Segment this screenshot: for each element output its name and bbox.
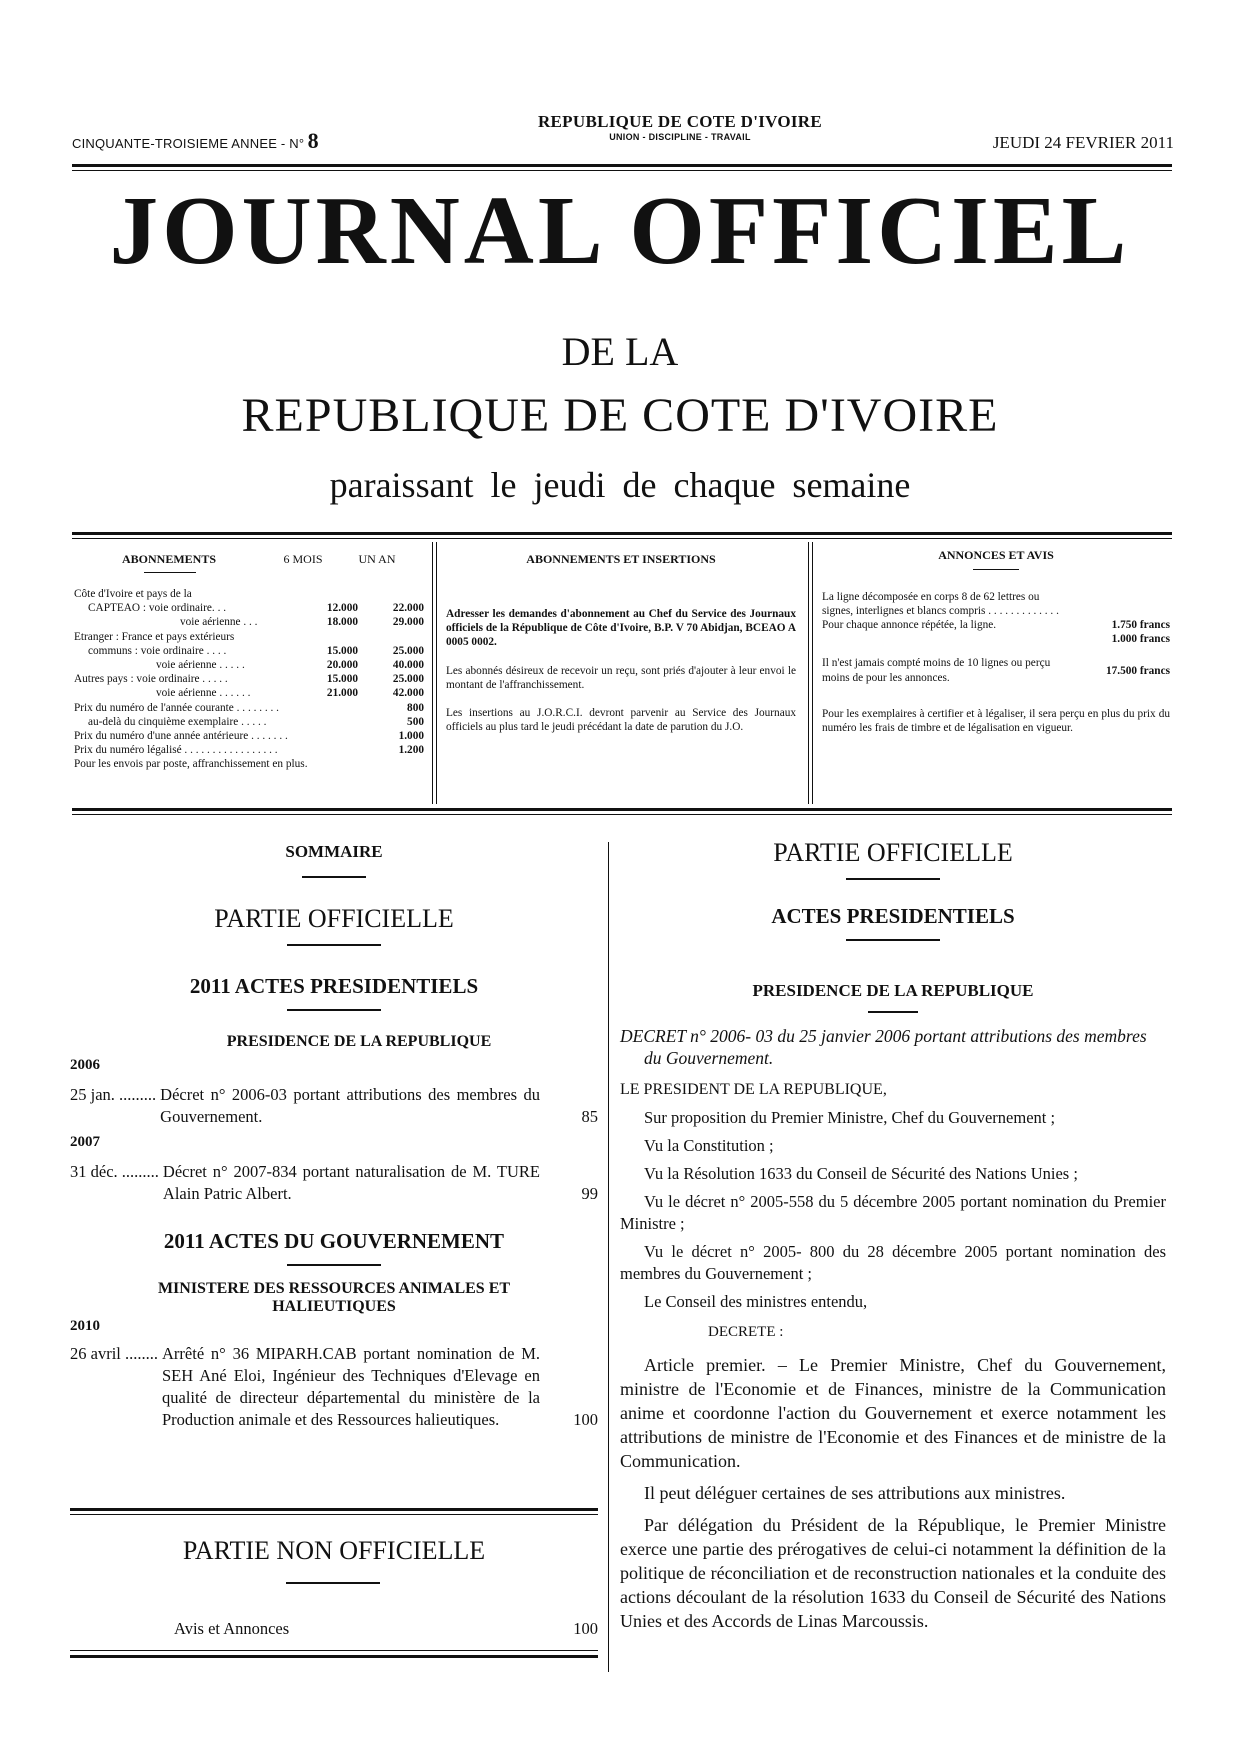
subscriptions-column xyxy=(74,552,424,772)
issue-date: JEUDI 24 FEVRIER 2011 xyxy=(992,133,1174,152)
annonces-minimum: Il n'est jamais compté moins de 10 lignes ou perçu moins de pour les annonces. xyxy=(822,657,1051,684)
header-rule-thin xyxy=(72,170,1172,171)
annonces-heading: ANNONCES ET AVIS xyxy=(938,548,1054,562)
journal-subtitle-republic: REPUBLIQUE DE COTE D'IVOIRE xyxy=(241,389,999,442)
header-motto: UNION - DISCIPLINE - TRAVAIL xyxy=(609,132,751,142)
visa-6: Le Conseil des ministres entendu, xyxy=(644,1292,868,1311)
annonces-price-1: 1.750 francs xyxy=(1111,619,1170,631)
box-divider-1b xyxy=(436,542,437,804)
visa-2: Vu la Constitution ; xyxy=(644,1136,774,1155)
sub-row: communs : voie ordinaire . . . . 15.000 25.000 xyxy=(88,644,424,657)
toc-page: 85 xyxy=(581,1107,598,1126)
toc-page: 100 xyxy=(573,1410,598,1429)
annonces-line-rate: La ligne décomposée en corps 8 de 62 lettres ou signes, interlignes et blancs compris . . . . . . . . . . . . . xyxy=(822,591,1059,618)
insertions-address: Adresser les demandes d'abonnement au Chef du Service des Journaux officiels de la République de Côte d'Ivoire, B.P. V 70 Abidjan, BCEAO A 0005 0002. xyxy=(446,608,796,649)
sommaire-rule-thick xyxy=(70,1508,598,1511)
insertions-heading: ABONNEMENTS ET INSERTIONS xyxy=(526,552,716,566)
col-1an: UN AN xyxy=(358,552,396,566)
sub-ministere: MINISTERE DES RESSOURCES ANIMALES ET HALIEUTIQUES xyxy=(157,1280,511,1315)
column-divider xyxy=(608,842,609,1672)
sub-presidence: PRESIDENCE DE LA REPUBLIQUE xyxy=(226,1033,492,1050)
non-officielle-underline xyxy=(286,1582,380,1584)
col-6mois: 6 MOIS xyxy=(283,552,323,566)
toc-page: 100 xyxy=(573,1619,598,1638)
official-column xyxy=(620,838,1166,1633)
annonces-price-3: 17.500 francs xyxy=(1105,665,1170,678)
subscriptions-footer: Pour les envois par poste, affranchissement en plus. xyxy=(74,758,308,771)
visa-4: Vu le décret n° 2005-558 du 5 décembre 2005 portant nomination du Premier Ministre ; xyxy=(620,1192,1166,1233)
annonces-price-2: 1.000 francs xyxy=(1111,633,1170,646)
official-presidence: PRESIDENCE DE LA REPUBLIQUE xyxy=(752,981,1034,1000)
decrete: DECRETE : xyxy=(708,1324,784,1340)
journal-title: JOURNAL OFFICIEL xyxy=(109,177,1131,284)
sommaire-rule-thin xyxy=(70,1514,598,1515)
subscriptions-underline xyxy=(144,572,196,573)
sommaire-heading: SOMMAIRE xyxy=(285,842,383,861)
annonces-column xyxy=(822,548,1170,735)
journal-frequency: paraissant le jeudi de chaque semaine xyxy=(329,465,911,505)
year-2010: 2010 xyxy=(70,1318,100,1334)
official-partie: PARTIE OFFICIELLE xyxy=(773,838,1013,867)
sommaire-end-rule-thick xyxy=(70,1655,598,1658)
le-president: LE PRESIDENT DE LA REPUBLIQUE, xyxy=(620,1081,887,1098)
official-actes: ACTES PRESIDENTIELS xyxy=(771,904,1015,928)
insertions-deadline: Les insertions au J.O.R.C.I. devront parvenir au Service des Journaux officiels au plus tard le jeudi précédant la date de parution du J.O. xyxy=(446,707,796,734)
official-underline xyxy=(846,878,940,880)
official-presidence-underline xyxy=(868,1011,918,1013)
official-actes-underline xyxy=(846,939,940,941)
issue-number: 8 xyxy=(307,128,319,153)
partie-underline xyxy=(287,944,381,946)
sub-row: voie aérienne . . . . . 20.000 40.000 xyxy=(156,659,424,672)
box-rule-bottom-thin xyxy=(72,814,1172,815)
article-premier: Article premier. – Le Premier Ministre, Chef du Gouvernement, ministre de l'Economie et de Finances, ministre de la Communication anime et coordonne l'action du Gouvernement et exerce notamment les attributions de ministre de l'Economie et des Finances et de ministre de la Communication. xyxy=(620,1355,1166,1471)
box-divider-1a xyxy=(432,542,433,804)
year-2007: 2007 xyxy=(70,1134,100,1150)
toc-entry-decret-2006-03[interactable]: 25 jan. ......... Décret n° 2006-03 portant attributions des membres du Gouvernement. 85 xyxy=(70,1085,598,1126)
box-rule-top-thin xyxy=(72,538,1172,539)
visa-5: Vu le décret n° 2005- 800 du 28 décembre 2005 portant nomination des membres du Gouvernement ; xyxy=(620,1242,1166,1283)
toc-page: 99 xyxy=(581,1184,598,1203)
toc-entry-arrete-36[interactable]: 26 avril ........ Arrêté n° 36 MIPARH.CAB portant nomination de M. SEH Ané Eloi, Ingénieur des Techniques d'Elevage en qualité de directeur départemental du ministère de la Production animale et des Ressources halieutiques. 100 xyxy=(70,1344,598,1429)
year-2006: 2006 xyxy=(70,1057,100,1073)
header-rule-thick xyxy=(72,164,1172,167)
section-actes-gouvernement: 2011 ACTES DU GOUVERNEMENT xyxy=(163,1229,505,1253)
sub-row: Etranger : France et pays extérieurs xyxy=(74,630,235,643)
box-rule-top-thick xyxy=(72,532,1172,535)
sub-row: Prix du numéro d'une année antérieure . . . . . . . 1.000 xyxy=(74,730,424,743)
journal-subtitle-dela: DE LA xyxy=(561,329,679,374)
section-underline xyxy=(287,1009,381,1011)
sub-row: Autres pays : voie ordinaire . . . . . 15.000 25.000 xyxy=(74,673,424,686)
issue-prefix: CINQUANTE-TROISIEME ANNEE - N° xyxy=(72,136,305,151)
box-divider-2a xyxy=(808,542,809,804)
subscriptions-intro: Côte d'Ivoire et pays de la xyxy=(74,588,192,600)
section-underline xyxy=(287,1264,381,1266)
annonces-underline xyxy=(973,569,1019,570)
visa-3: Vu la Résolution 1633 du Conseil de Sécurité des Nations Unies ; xyxy=(644,1164,1078,1183)
sub-row: Prix du numéro de l'année courante . . . . . . . . 800 xyxy=(74,701,424,714)
decret-title: DECRET n° 2006- 03 du 25 janvier 2006 portant attributions des membres du Gouvernement. xyxy=(620,1026,1147,1068)
annonces-repeat-rate: Pour chaque annonce répétée, la ligne. xyxy=(822,619,997,632)
annonces-certification: Pour les exemplaires à certifier et à légaliser, il sera perçu en plus du prix du numéro les frais de timbre et de légalisation en vigueur. xyxy=(822,707,1170,735)
sub-row: voie aérienne . . . . . . 21.000 42.000 xyxy=(156,687,424,700)
toc-entry-avis[interactable]: Avis et Annonces 100 xyxy=(174,1619,598,1638)
box-divider-2b xyxy=(812,542,813,804)
sommaire-underline xyxy=(302,876,366,878)
article-prerogatives: Par délégation du Président de la République, le Premier Ministre exerce une partie des prérogatives de celui-ci notamment la définition de la politique de réconciliation et de reconstruction nationales et la conduite des actions découlant de la résolution 1633 du Conseil de Sécurité des Nations Unies et des Accords de Linas Marcoussis. xyxy=(620,1515,1166,1631)
header-republic-name: REPUBLIQUE DE COTE D'IVOIRE xyxy=(537,112,823,131)
sommaire-partie-non-officielle: PARTIE NON OFFICIELLE xyxy=(182,1536,486,1565)
subscriptions-heading: ABONNEMENTS xyxy=(121,552,216,566)
sommaire-column xyxy=(70,842,598,1431)
visa-1: Sur proposition du Premier Ministre, Chef du Gouvernement ; xyxy=(644,1108,1056,1127)
insertions-receipt: Les abonnés désireux de recevoir un reçu, sont priés d'ajouter à leur envoi le montant de l'affranchissement. xyxy=(446,664,796,691)
section-actes-presidentiels: 2011 ACTES PRESIDENTIELS xyxy=(189,974,479,998)
box-rule-bottom-thick xyxy=(72,808,1172,811)
sub-row: CAPTEAO : voie ordinaire. . . 12.000 22.000 xyxy=(88,602,424,615)
toc-entry-decret-2007-834[interactable]: 31 déc. ......... Décret n° 2007-834 portant naturalisation de M. TURE Alain Patric Albert. 99 xyxy=(70,1162,598,1203)
sub-row: voie aérienne . . . 18.000 29.000 xyxy=(180,616,424,629)
sommaire-partie-officielle: PARTIE OFFICIELLE xyxy=(214,904,454,933)
sub-row: au-delà du cinquième exemplaire . . . . . 500 xyxy=(88,715,424,728)
sommaire-end-rule-thin xyxy=(70,1650,598,1651)
issue-line xyxy=(72,128,319,154)
header-republic xyxy=(500,112,860,142)
sub-row: Prix du numéro légalisé . . . . . . . . . . . . . . . . . 1.200 xyxy=(74,744,424,757)
article-delegation: Il peut déléguer certaines de ses attributions aux ministres. xyxy=(644,1483,1066,1503)
insertions-column xyxy=(446,552,796,734)
